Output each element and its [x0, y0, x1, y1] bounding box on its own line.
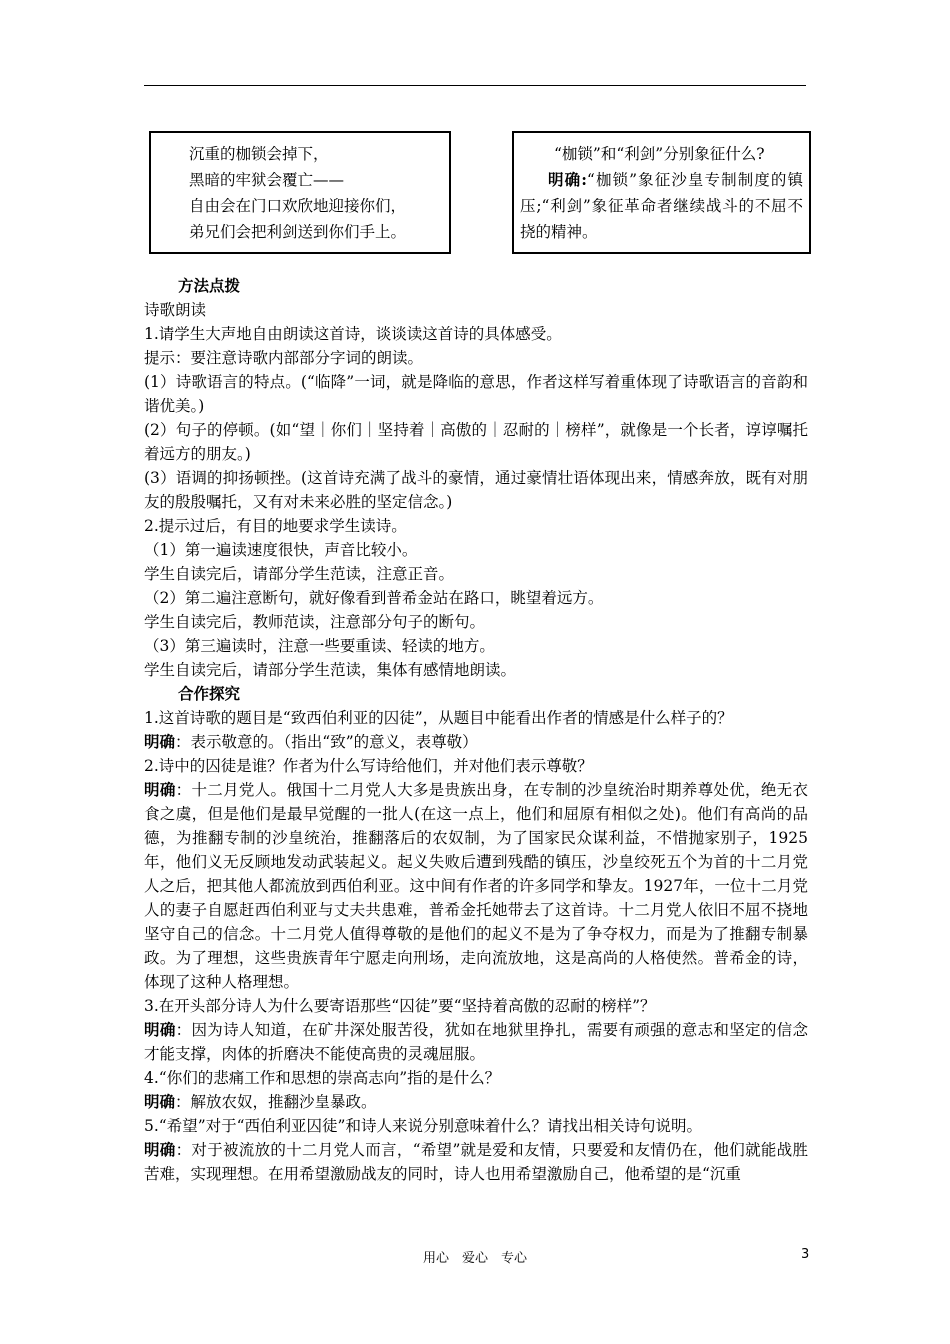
- reading-title: 诗歌朗读: [144, 301, 207, 319]
- paragraph: (1）诗歌语言的特点。(“临降”一词，就是降临的意思，作者这样写着重体现了诗歌语言的音韵和谐优美。): [144, 373, 808, 415]
- question-3: 3.在开头部分诗人为什么要寄语那些“囚徒”要“坚持着高傲的忍耐的榜样”？: [144, 997, 656, 1015]
- answer-label: 明确: [144, 732, 176, 751]
- answer-label: 明确: [144, 1140, 176, 1159]
- paragraph: 2.提示过后，有目的地要求学生读诗。: [144, 517, 407, 535]
- paragraph: （2）第二遍注意断句，就好像看到普希金站在路口，眺望着远方。: [144, 589, 604, 607]
- main-content: [144, 274, 808, 1186]
- paragraph: （3）第三遍读时，注意一些要重读、轻读的地方。: [144, 637, 495, 655]
- header-rule: [144, 85, 806, 86]
- answer-text: ：解放农奴，推翻沙皇暴政。: [175, 1093, 377, 1111]
- answer-label: 明确: [144, 1092, 176, 1111]
- poem-line-1: 沉重的枷锁会掉下，: [189, 145, 329, 163]
- answer-text: ：十二月党人。俄国十二月党人大多是贵族出身，在专制的沙皇统治时期养尊处优，绝无衣食之虞，但是他们是最早觉醒的一批人(在这一点上，他们和屈原有相似之处)。他们有高尚的品德，为推翻专制的沙皇统治，推翻落后的农奴制，为了国家民众谋利益，不惜抛家别子，1925年，他们义无反顾地发动武装起义。起义失败后遭到残酷的镇压，沙皇绞死五个为首的十二月党人之后，把其他人都流放到西伯利亚。这中间有作者的许多同学和挚友。1927年，一位十二月党人的妻子自愿赶西伯利亚与丈夫共患难，普希金托她带去了这首诗。十二月党人依旧不屈不挠地坚守自己的信念。十二月党人值得尊敬的是他们的起义不是为了争夺权力，而是为了推翻专制暴政。为了理想，这些贵族青年宁愿走向刑场，走向流放地，这是高尚的人格使然。普希金的诗，体现了这种人格理想。: [144, 781, 808, 991]
- poem-line-3: 自由会在门口欢欣地迎接你们，: [189, 197, 407, 215]
- symbol-question-box: [512, 131, 811, 254]
- answer-5: [144, 1138, 808, 1186]
- paragraph: 学生自读完后，请部分学生范读，集体有感情地朗读。: [144, 661, 517, 679]
- question-1: 1.这首诗歌的题目是“致西伯利亚的囚徒”，从题目中能看出作者的情感是什么样子的？: [144, 709, 733, 727]
- paragraph: (3）语调的抑扬顿挫。(这首诗充满了战斗的豪情，通过豪情壮语体现出来，情感奔放，既有对朋友的殷殷嘱托，又有对未来必胜的坚定信念。): [144, 469, 808, 511]
- symbol-answer-label: 明确:: [548, 170, 587, 189]
- paragraph: (2）句子的停顿。(如“望｜你们｜坚持着｜高傲的｜忍耐的｜榜样”，就像是一个长者，谆谆嘱托着远方的朋友。): [144, 421, 808, 463]
- answer-text: ：对于被流放的十二月党人而言，“希望”就是爱和友情，只要爱和友情仍在，他们就能战胜苦难，实现理想。在用希望激励战友的同时，诗人也用希望激励自己，他希望的是“沉重: [144, 1141, 808, 1183]
- answer-1: [144, 730, 808, 754]
- paragraph: 1.请学生大声地自由朗读这首诗，谈谈读这首诗的具体感受。: [144, 325, 562, 343]
- footer-motto: 用心 爱心 专心: [422, 1251, 527, 1266]
- question-2: 2.诗中的囚徒是谁？作者为什么写诗给他们，并对他们表示尊敬？: [144, 757, 593, 775]
- answer-3: [144, 1018, 808, 1066]
- poem-excerpt-box: [149, 131, 451, 254]
- question-4: 4.“你们的悲痛工作和思想的崇高志向”指的是什么？: [144, 1069, 501, 1087]
- symbol-question: “枷锁”和“利剑”分别象征什么?: [554, 145, 765, 163]
- method-heading: 方法点拨: [178, 276, 241, 295]
- question-5: 5.“希望”对于“西伯利亚囚徒”和诗人来说分别意味着什么？请找出相关诗句说明。: [144, 1117, 702, 1135]
- answer-4: [144, 1090, 808, 1114]
- poem-line-2: 黑暗的牢狱会覆亡——: [189, 171, 345, 189]
- answer-label: 明确: [144, 780, 176, 799]
- paragraph: 学生自读完后，教师范读，注意部分句子的断句。: [144, 613, 486, 631]
- page-number: 3: [801, 1247, 810, 1262]
- answer-2: [144, 778, 808, 994]
- answer-text: ：表示敬意的。（指出“致”的意义，表尊敬）: [175, 733, 478, 751]
- coop-heading: 合作探究: [178, 684, 241, 703]
- symbol-answer-text: “枷锁”象征沙皇专制制度的镇压;“利剑”象征革命者继续战斗的不屈不挠的精神。: [520, 171, 803, 241]
- paragraph: 学生自读完后，请部分学生范读，注意正音。: [144, 565, 455, 583]
- answer-label: 明确: [144, 1020, 176, 1039]
- poem-line-4: 弟兄们会把利剑送到你们手上。: [189, 223, 407, 241]
- symbol-answer: [520, 167, 803, 245]
- paragraph: （1）第一遍读速度很快，声音比较小。: [144, 541, 418, 559]
- paragraph: 提示：要注意诗歌内部部分字词的朗读。: [144, 349, 424, 367]
- answer-text: ：因为诗人知道，在矿井深处服苦役，犹如在地狱里挣扎，需要有顽强的意志和坚定的信念才能支撑，肉体的折磨决不能使高贵的灵魂屈服。: [144, 1021, 808, 1063]
